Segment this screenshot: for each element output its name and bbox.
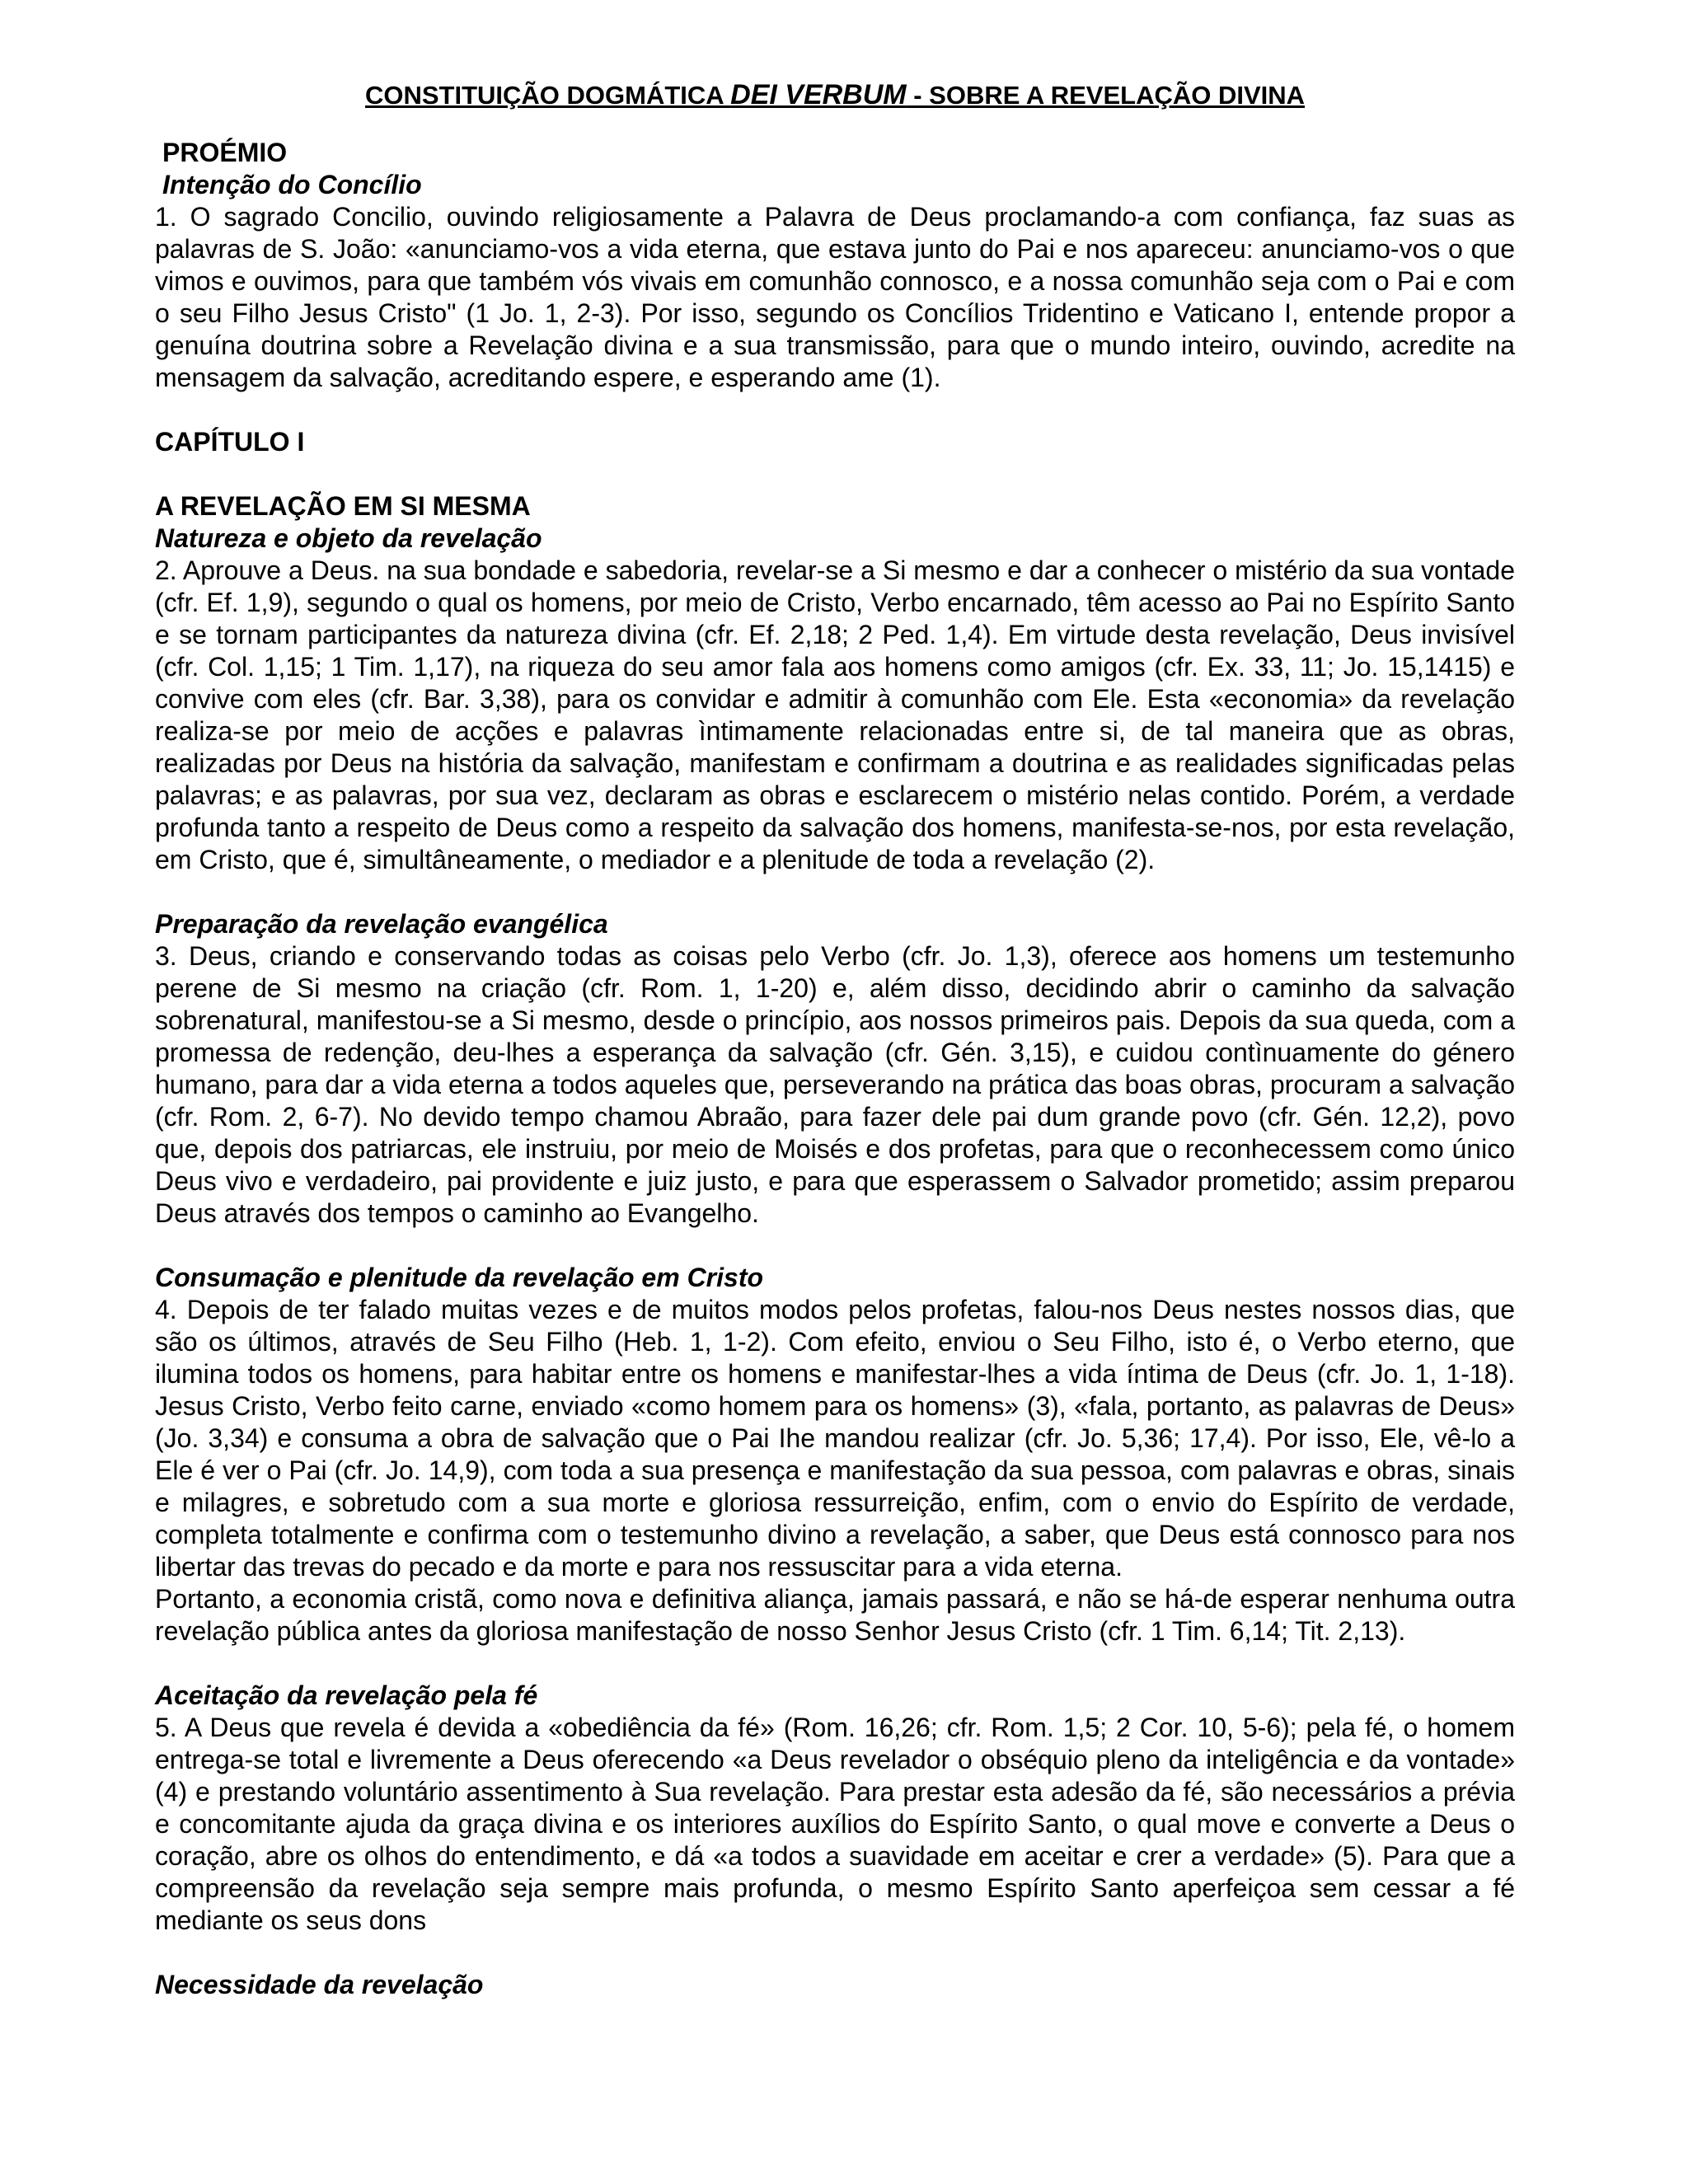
section-heading-preparacao: Preparação da revelação evangélica xyxy=(155,909,608,939)
document-page xyxy=(155,78,1515,2001)
section-heading-consumacao: Consumação e plenitude da revelação em Cristo xyxy=(155,1263,764,1292)
document-title-prefix: CONSTITUIÇÃO DOGMÁTICA xyxy=(364,81,731,110)
chapter-title: A REVELAÇÃO EM SI MESMA xyxy=(155,491,531,521)
spacer xyxy=(155,394,1515,426)
section-heading-necessidade: Necessidade da revelação xyxy=(155,1970,484,1999)
section-paragraph-4-continued: Portanto, a economia cristã, como nova e definitiva aliança, jamais passará, e não se há-de esperar nenhuma outra revelação pública antes da gloriosa manifestação de nosso Senhor Jesus Cristo (cfr. 1 Tim. 6,14; Tit. 2,13). xyxy=(155,1584,1515,1646)
section-paragraph-5: 5. A Deus que revela é devida a «obediência da fé» (Rom. 16,26; cfr. Rom. 1,5; 2 Cor. 10, 5-6); pela fé, o homem entrega-se total e livremente a Deus oferecendo «a Deus revelador o obséquio pleno da inteligência e da vontade» (4) e prestando voluntário assentimento à Sua revelação. Para prestar esta adesão da fé, são necessários a prévia e concomitante ajuda da graça divina e os interiores auxílios do Espírito Santo, o qual move e converte a Deus o coração, abre os olhos do entendimento, e dá «a todos a suavidade em aceitar e crer a verdade» (5). Para que a compreensão da revelação seja sempre mais profunda, o mesmo Espírito Santo aperfeiçoa sem cessar a fé mediante os seus dons xyxy=(155,1713,1515,1935)
spacer xyxy=(155,876,1515,908)
section-paragraph-4: 4. Depois de ter falado muitas vezes e de muitos modos pelos profetas, falou-nos Deus nestes nossos dias, que são os últimos, através de Seu Filho (Heb. 1, 1-2). Com efeito, enviou o Seu Filho, isto é, o Verbo eterno, que ilumina todos os homens, para habitar entre os homens e manifestar-lhes a vida íntima de Deus (cfr. Jo. 1, 1-18). Jesus Cristo, Verbo feito carne, enviado «como homem para os homens» (3), «fala, portanto, as palavras de Deus» (Jo. 3,34) e consuma a obra de salvação que o Pai Ihe mandou realizar (cfr. Jo. 5,36; 17,4). Por isso, Ele, vê-lo a Ele é ver o Pai (cfr. Jo. 14,9), com toda a sua presença e manifestação da sua pessoa, com palavras e obras, sinais e milagres, e sobretudo com a sua morte e gloriosa ressurreição, enfim, com o envio do Espírito de verdade, completa totalmente e confirma com o testemunho divino a revelação, a saber, que Deus está connosco para nos libertar das trevas do pecado e da morte e para nos ressuscitar para a vida eterna. xyxy=(155,1295,1515,1582)
chapter-label: CAPÍTULO I xyxy=(155,427,305,457)
document-title-suffix: - SOBRE A REVELAÇÃO DIVINA xyxy=(906,81,1306,110)
proemio-heading: PROÉMIO xyxy=(162,138,288,167)
document-title xyxy=(155,78,1515,112)
document-title-emphasis: DEI VERBUM xyxy=(730,79,907,110)
spacer xyxy=(155,1937,1515,1969)
section-paragraph-3: 3. Deus, criando e conservando todas as coisas pelo Verbo (cfr. Jo. 1,3), oferece aos homens um testemunho perene de Si mesmo na criação (cfr. Rom. 1, 1-20) e, além disso, decidindo abrir o caminho da salvação sobrenatural, manifestou-se a Si mesmo, desde o princípio, aos nossos primeiros pais. Depois da sua queda, com a promessa de redenção, deu-lhes a esperança da salvação (cfr. Gén. 3,15), e cuidou contìnuamente do género humano, para dar a vida eterna a todos aqueles que, perseverando na prática das boas obras, procuram a salvação (cfr. Rom. 2, 6-7). No devido tempo chamou Abraão, para fazer dele pai dum grande povo (cfr. Gén. 12,2), povo que, depois dos patriarcas, ele instruiu, por meio de Moisés e dos profetas, para que o reconhecessem como único Deus vivo e verdadeiro, pai providente e juiz justo, e para que esperassem o Salvador prometido; assim preparou Deus através dos tempos o caminho ao Evangelho. xyxy=(155,941,1515,1228)
section-heading-natureza: Natureza e objeto da revelação xyxy=(155,523,542,553)
section-paragraph-2: 2. Aprouve a Deus. na sua bondade e sabedoria, revelar-se a Si mesmo e dar a conhecer o mistério da sua vontade (cfr. Ef. 1,9), segundo o qual os homens, por meio de Cristo, Verbo encarnado, têm acesso ao Pai no Espírito Santo e se tornam participantes da natureza divina (cfr. Ef. 2,18; 2 Ped. 1,4). Em virtude desta revelação, Deus invisível (cfr. Col. 1,15; 1 Tim. 1,17), na riqueza do seu amor fala aos homens como amigos (cfr. Ex. 33, 11; Jo. 15,1415) e convive com eles (cfr. Bar. 3,38), para os convidar e admitir à comunhão com Ele. Esta «economia» da revelação realiza-se por meio de acções e palavras ìntimamente relacionadas entre si, de tal maneira que as obras, realizadas por Deus na história da salvação, manifestam e confirmam a doutrina e as realidades significadas pelas palavras; e as palavras, por sua vez, declaram as obras e esclarecem o mistério nelas contido. Porém, a verdade profunda tanto a respeito de Deus como a respeito da salvação dos homens, manifesta-se-nos, por esta revelação, em Cristo, que é, simultâneamente, o mediador e a plenitude de toda a revelação (2). xyxy=(155,555,1515,874)
proemio-subheading: Intenção do Concílio xyxy=(162,170,422,199)
spacer xyxy=(155,1230,1515,1262)
spacer xyxy=(155,1647,1515,1680)
proemio-paragraph: 1. O sagrado Concilio, ouvindo religiosamente a Palavra de Deus proclamando-a com confiança, faz suas as palavras de S. João: «anunciamo-vos a vida eterna, que estava junto do Pai e nos apareceu: anunciamo-vos o que vimos e ouvimos, para que também vós vivais em comunhão connosco, e a nossa comunhão seja com o Pai e com o seu Filho Jesus Cristo" (1 Jo. 1, 2-3). Por isso, segundo os Concílios Tridentino e Vaticano I, entende propor a genuína doutrina sobre a Revelação divina e a sua transmissão, para que o mundo inteiro, ouvindo, acredite na mensagem da salvação, acreditando espere, e esperando ame (1). xyxy=(155,202,1515,392)
section-heading-aceitacao: Aceitação da revelação pela fé xyxy=(155,1680,538,1710)
spacer xyxy=(155,458,1515,490)
